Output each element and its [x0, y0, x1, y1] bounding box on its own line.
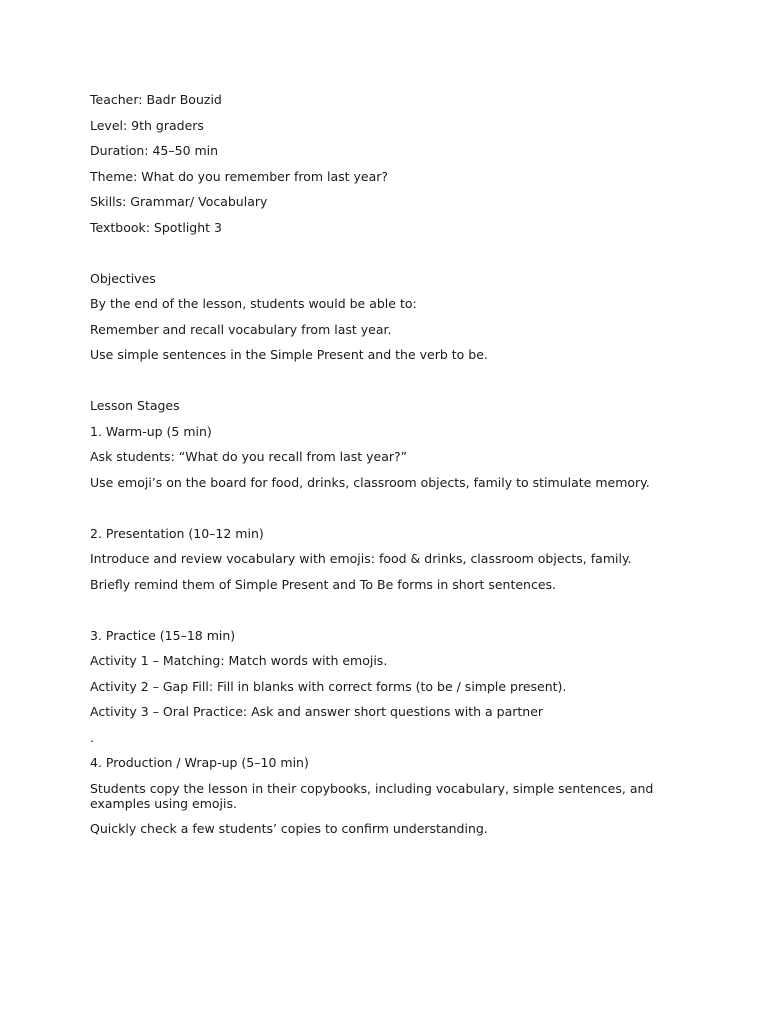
warmup-line: Use emoji’s on the board for food, drinks, classroom objects, family to stimulate memory.: [90, 474, 650, 490]
lesson-stages-heading: Lesson Stages: [90, 398, 180, 413]
level-line: Level: 9th graders: [90, 117, 204, 133]
spacer: [90, 500, 670, 526]
spacer: [90, 373, 670, 399]
presentation-line: Briefly remind them of Simple Present and To Be forms in short sentences.: [90, 576, 557, 592]
practice-line: .: [90, 729, 94, 745]
objectives-intro: By the end of the lesson, students would be able to:: [90, 296, 417, 311]
theme-line: Theme: What do you remember from last year?: [90, 168, 389, 184]
spacer: [90, 245, 670, 271]
objective-item: Remember and recall vocabulary from last year.: [90, 321, 392, 337]
production-title: 4. Production / Wrap-up (5–10 min): [90, 755, 309, 770]
duration-line: Duration: 45–50 min: [90, 143, 219, 158]
practice-line: Activity 3 – Oral Practice: Ask and answer short questions with a partner: [90, 704, 544, 719]
presentation-line: Introduce and review vocabulary with emojis: food & drinks, classroom objects, family.: [90, 551, 632, 566]
warmup-line: Ask students: “What do you recall from last year?”: [90, 449, 408, 464]
presentation-title: 2. Presentation (10–12 min): [90, 525, 264, 541]
lesson-plan-body: [90, 92, 670, 847]
practice-title: 3. Practice (15–18 min): [90, 627, 236, 643]
objective-item: Use simple sentences in the Simple Present and the verb to be.: [90, 347, 488, 362]
practice-line: Activity 2 – Gap Fill: Fill in blanks with correct forms (to be / simple present).: [90, 678, 567, 694]
warmup-title: 1. Warm-up (5 min): [90, 423, 212, 439]
skills-line: Skills: Grammar/ Vocabulary: [90, 194, 268, 209]
textbook-line: Textbook: Spotlight 3: [90, 219, 222, 235]
production-line: Quickly check a few students’ copies to confirm understanding.: [90, 821, 488, 836]
production-line: Students copy the lesson in their copybooks, including vocabulary, simple sentences, and examples using emojis.: [90, 780, 654, 811]
teacher-line: Teacher: Badr Bouzid: [90, 92, 222, 107]
objectives-heading: Objectives: [90, 270, 156, 286]
spacer: [90, 602, 670, 628]
practice-line: Activity 1 – Matching: Match words with emojis.: [90, 653, 388, 668]
